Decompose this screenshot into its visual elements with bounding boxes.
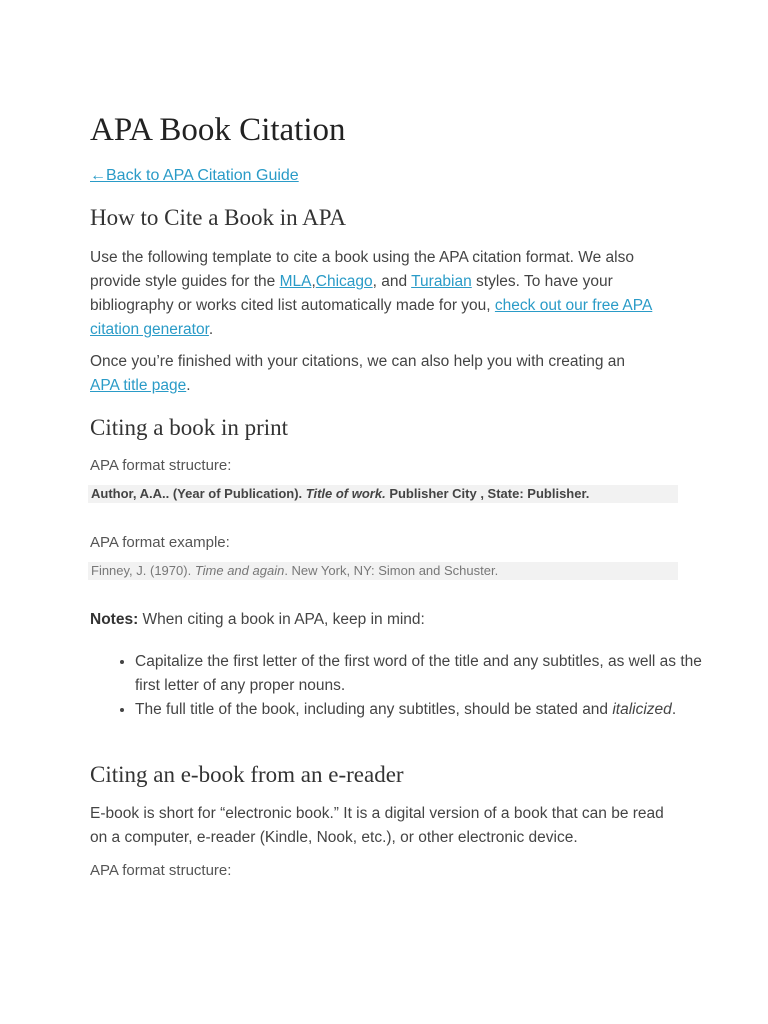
ebook-paragraph: E-book is short for “electronic book.” It is a digital version of a book that can be read on a computer, e-reader (Kindle, Nook, etc.), or other electronic device. (90, 805, 664, 846)
structure-label: APA format structure: (90, 457, 232, 474)
notes-intro: Notes: When citing a book in APA, keep in mind: (90, 611, 425, 628)
format-example-box: Finney, J. (1970). Time and again. New York, NY: Simon and Schuster. (88, 562, 678, 580)
title-page-paragraph: Once you’re finished with your citations, we can also help you with creating an APA title page. (90, 353, 626, 394)
apa-title-page-link[interactable]: APA title page (90, 377, 187, 394)
turabian-link[interactable]: Turabian (411, 273, 472, 290)
page-title: APA Book Citation (90, 112, 346, 148)
intro-paragraph: Use the following template to cite a book using the APA citation format. We also provide style guides for the MLA,Chicago, and Turabian styles. To have your bibliography or works cited list automatically made for you, check out our free APA citation generator. (90, 249, 653, 338)
chicago-link[interactable]: Chicago (315, 273, 373, 290)
format-structure-box: Author, A.A.. (Year of Publication). Title of work. Publisher City , State: Publisher. (88, 485, 678, 503)
mla-link[interactable]: MLA (279, 273, 312, 290)
back-to-guide-link[interactable]: ←Back to APA Citation Guide (90, 167, 299, 184)
notes-list (90, 650, 725, 722)
section-heading-cite-book: How to Cite a Book in APA (90, 205, 347, 230)
list-item: • Capitalize the first letter of the first word of the title and any subtitles, as well as the first letter of any proper nouns. (135, 650, 725, 698)
citation-generator-link[interactable]: check out our free APA citation generator (90, 297, 653, 338)
section-heading-ebook: Citing an e-book from an e-reader (90, 762, 404, 787)
example-label: APA format example: (90, 534, 230, 551)
list-item: • The full title of the book, including any subtitles, should be stated and italicized. (135, 698, 725, 722)
ebook-structure-label: APA format structure: (90, 862, 232, 879)
section-heading-book-print: Citing a book in print (90, 415, 289, 440)
